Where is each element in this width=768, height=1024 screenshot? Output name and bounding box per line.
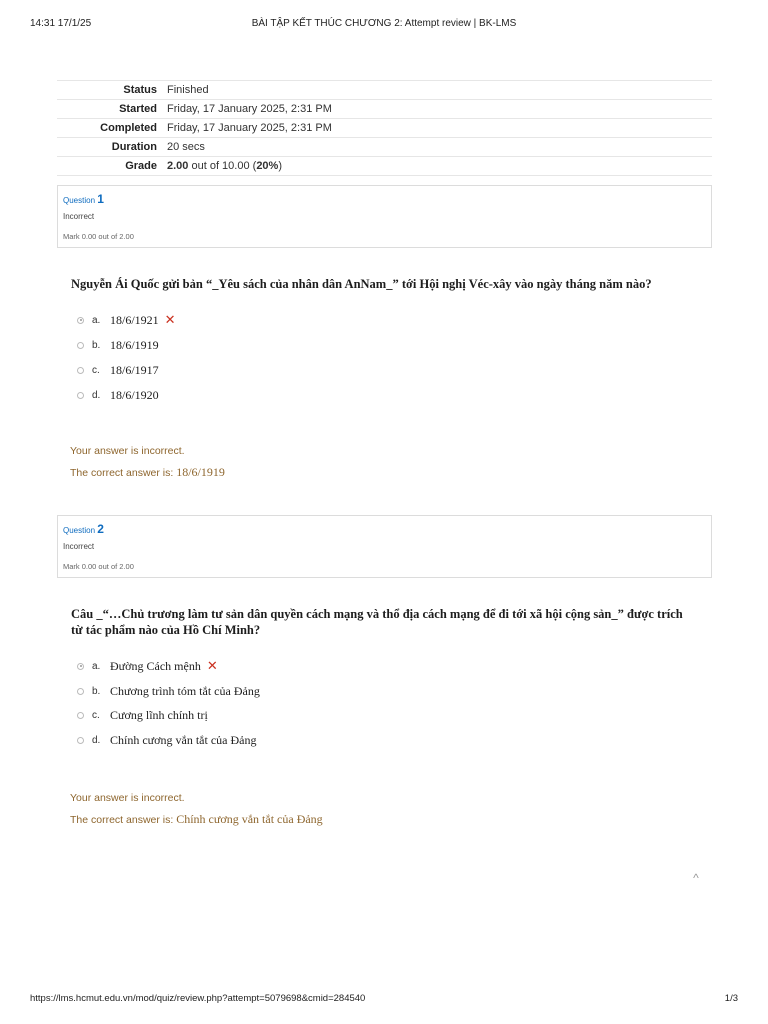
question-info-2 — [57, 515, 712, 578]
option-text: 18/6/1920 — [110, 387, 159, 402]
option-letter: a. — [92, 314, 101, 326]
summary-label: Status — [57, 81, 167, 100]
radio-icon[interactable] — [77, 392, 84, 399]
question-text: Câu _“…Chủ trương làm tư sản dân quyền cách mạng và thổ địa cách mạng để đi tới xã hội cộng sản_” được trích từ tác phẩm nào của Hồ Chí Minh? — [71, 607, 683, 637]
summary-value: 20 secs — [167, 138, 712, 157]
feedback-incorrect: Your answer is incorrect. — [70, 792, 185, 804]
grade-out-of: out of 10.00 ( — [188, 160, 257, 172]
question-text: Nguyễn Ái Quốc gửi bản “_Yêu sách của nhân dân AnNam_” tới Hội nghị Véc-xây vào ngày tháng năm nào? — [71, 277, 652, 291]
question-mark: Mark 0.00 out of 2.00 — [63, 562, 134, 571]
question-mark: Mark 0.00 out of 2.00 — [63, 232, 134, 241]
question-number: Question 1 — [63, 192, 104, 206]
question-info-1 — [57, 185, 712, 248]
summary-label: Grade — [57, 157, 167, 176]
option-text: Đường Cách mệnh — [110, 658, 201, 673]
answer-option-b[interactable] — [77, 682, 260, 700]
correct-answer: The correct answer is: 18/6/1919 — [70, 465, 225, 479]
radio-selected-icon[interactable] — [77, 317, 84, 324]
option-letter: c. — [92, 364, 100, 376]
question-state: Incorrect — [63, 212, 95, 221]
radio-icon[interactable] — [77, 712, 84, 719]
summary-value: Friday, 17 January 2025, 2:31 PM — [167, 100, 712, 119]
incorrect-icon: ✕ — [206, 658, 218, 673]
option-letter: b. — [92, 685, 101, 697]
radio-icon[interactable] — [77, 737, 84, 744]
radio-icon[interactable] — [77, 367, 84, 374]
summary-row-duration — [57, 138, 712, 157]
summary-row-started — [57, 100, 712, 119]
feedback-incorrect: Your answer is incorrect. — [70, 445, 185, 457]
answer-option-d[interactable] — [77, 386, 159, 404]
summary-label: Completed — [57, 119, 167, 138]
summary-value: Friday, 17 January 2025, 2:31 PM — [167, 119, 712, 138]
summary-row-grade — [57, 157, 712, 176]
summary-label: Started — [57, 100, 167, 119]
incorrect-icon: ✕ — [164, 312, 176, 327]
correct-answer-value: 18/6/1919 — [176, 465, 225, 479]
grade-percent: 20% — [256, 160, 279, 172]
answer-option-d[interactable] — [77, 731, 256, 749]
summary-value: Finished — [167, 81, 712, 100]
option-text: 18/6/1917 — [110, 362, 159, 377]
page-url: https://lms.hcmut.edu.vn/mod/quiz/review.php?attempt=5079698&cmid=284540 — [30, 993, 366, 1004]
answer-option-b[interactable] — [77, 336, 159, 354]
summary-row-status — [57, 81, 712, 100]
correct-answer-value: Chính cương vắn tắt của Đảng — [176, 812, 323, 826]
option-text: 18/6/1919 — [110, 337, 159, 352]
radio-selected-icon[interactable] — [77, 663, 84, 670]
back-to-top-icon[interactable]: ^ — [693, 871, 699, 885]
option-text: Chương trình tóm tắt của Đảng — [110, 683, 260, 698]
grade-close: ) — [278, 160, 283, 172]
summary-row-completed — [57, 119, 712, 138]
question-number: Question 2 — [63, 522, 104, 536]
answer-option-a[interactable] — [77, 657, 218, 675]
option-text: 18/6/1921 — [110, 312, 159, 327]
grade-value — [167, 157, 712, 176]
grade-score: 2.00 — [167, 160, 189, 172]
correct-answer: The correct answer is: Chính cương vắn tắt của Đảng — [70, 812, 323, 826]
answer-option-c[interactable] — [77, 706, 208, 724]
option-text: Chính cương vắn tắt của Đảng — [110, 732, 257, 747]
print-datetime: 14:31 17/1/25 — [30, 18, 92, 29]
option-letter: c. — [92, 709, 100, 721]
answer-option-c[interactable] — [77, 361, 159, 379]
attempt-summary-table — [57, 80, 712, 176]
option-text: Cương lĩnh chính trị — [110, 707, 208, 722]
summary-label: Duration — [57, 138, 167, 157]
option-letter: d. — [92, 734, 101, 746]
option-letter: a. — [92, 660, 101, 672]
answer-option-a[interactable] — [77, 311, 176, 329]
page-title: BÀI TẬP KẾT THÚC CHƯƠNG 2: Attempt review | BK-LMS — [251, 18, 517, 29]
radio-icon[interactable] — [77, 688, 84, 695]
page-number: 1/3 — [724, 993, 738, 1004]
option-letter: b. — [92, 339, 101, 351]
radio-icon[interactable] — [77, 342, 84, 349]
question-state: Incorrect — [63, 542, 95, 551]
print-header — [0, 18, 768, 34]
option-letter: d. — [92, 389, 101, 401]
